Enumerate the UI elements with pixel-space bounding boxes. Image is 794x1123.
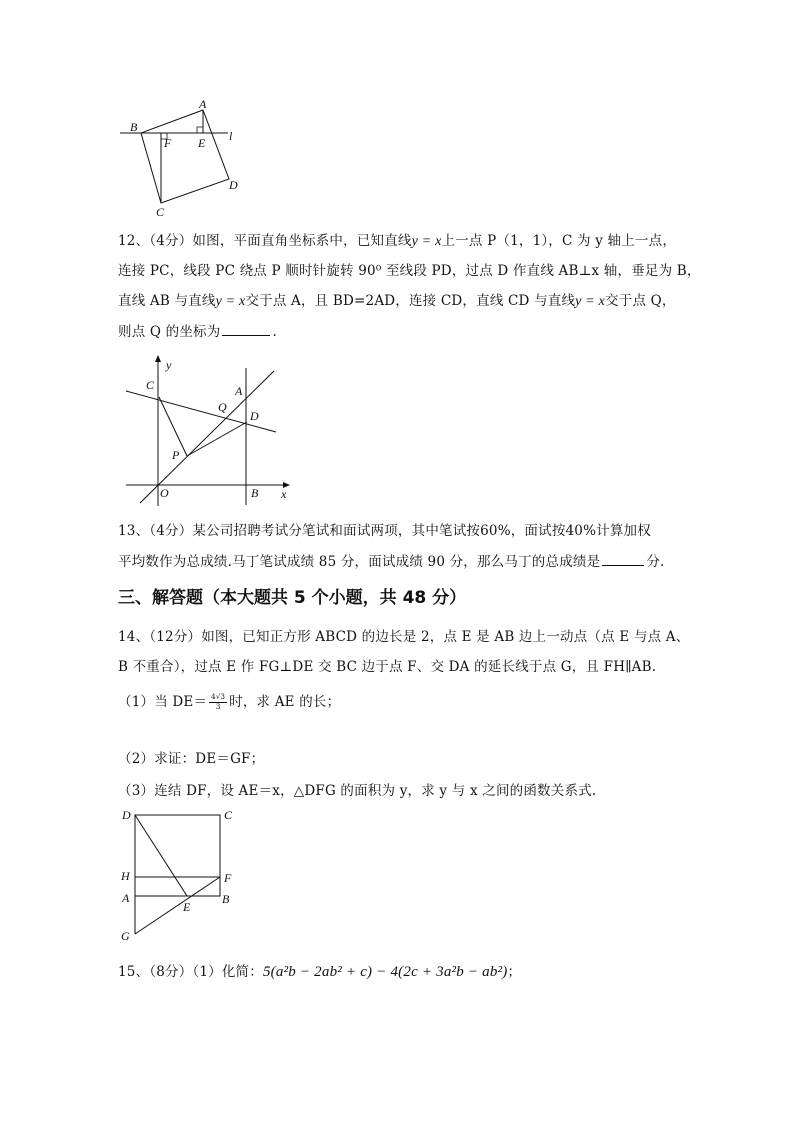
q13-line-1: 13、（4分）某公司招聘考试分笔试和面试两项，其中笔试按60%，面试按40%计算加权	[118, 523, 651, 539]
label-D: D	[250, 409, 259, 423]
q14-part-1	[118, 690, 340, 712]
q12-line-2: 连接 PC，线段 PC 绕点 P 顺时针旋转 90⁰ 至线段 PD，过点 D 作直线 AB⊥x 轴，垂足为 B，	[118, 263, 701, 279]
label-C: C	[156, 205, 165, 219]
equation-y-eq-x: y = x	[215, 294, 246, 309]
label-D: D	[122, 808, 131, 822]
segment-GF	[135, 877, 220, 934]
q12-line-4	[118, 320, 277, 340]
label-F: F	[164, 136, 172, 150]
figure-quadrilateral	[116, 92, 246, 220]
q12-text: 则点 Q 的坐标为	[118, 324, 221, 340]
q14-line-1: 14、（12分）如图，已知正方形 ABCD 的边长是 2，点 E 是 AB 边上一动点（点 E 与点 A、	[118, 629, 690, 645]
segment-DE	[135, 815, 187, 896]
figure-square	[116, 805, 246, 945]
fraction	[209, 693, 227, 712]
q13-text: 平均数作为总成绩.马丁笔试成绩 85 分，面试成绩 90 分，那么马丁的总成绩是	[118, 554, 601, 570]
q13-line-2	[118, 550, 665, 570]
answer-blank[interactable]	[602, 564, 644, 566]
label-A: A	[199, 97, 207, 111]
q12-text: 交于点 A，且 BD=2AD，连接 CD，直线 CD 与直线	[245, 293, 576, 309]
label-x: x	[281, 487, 287, 501]
q15-text: ；	[507, 964, 522, 980]
q13-text: 分.	[646, 554, 665, 570]
square-ABCD	[135, 815, 220, 896]
q14-text: 时，求 AE 的长；	[229, 694, 341, 710]
label-B: B	[251, 486, 259, 500]
q14-part-2: （2）求证：DE＝GF；	[118, 751, 265, 767]
q12-line-3	[118, 289, 676, 310]
q14-text: （1）当 DE＝	[118, 694, 208, 710]
equation-y-eq-x: y = x	[575, 294, 606, 309]
q12-text: 交于点 Q，	[605, 293, 676, 309]
label-Q: Q	[218, 400, 227, 414]
q12-text: .	[272, 324, 277, 340]
label-G: G	[121, 929, 130, 943]
q15-text: 15、（8分）（1）化简：	[118, 964, 263, 980]
section-heading: 三、解答题（本大题共 5 个小题，共 48 分）	[118, 588, 467, 608]
label-C: C	[146, 378, 155, 392]
quadrilateral-ABCD	[141, 110, 229, 203]
label-H: H	[121, 869, 130, 883]
line-y-eq-x	[140, 371, 274, 503]
label-D: D	[229, 178, 238, 192]
label-F: F	[224, 871, 232, 885]
label-O: O	[160, 486, 169, 500]
q12-line-1	[118, 229, 676, 250]
q15-line-1	[118, 960, 521, 981]
label-C: C	[224, 808, 233, 822]
equation-y-eq-x: y = x	[411, 234, 442, 249]
expression: 5(a²b − 2ab² + c) − 4(2c + 3a²b − ab²)	[262, 964, 508, 980]
figure-coordinate-plane	[118, 352, 308, 510]
q12-text: 直线 AB 与直线	[118, 293, 216, 309]
q12-text: 12、（4分）如图，平面直角坐标系中，已知直线	[118, 233, 412, 249]
q14-part-3: （3）连结 DF，设 AE＝x，△DFG 的面积为 y，求 y 与 x 之间的函数关系式.	[118, 783, 597, 799]
label-B: B	[130, 120, 138, 134]
q14-line-2: B 不重合），过点 E 作 FG⊥DE 交 BC 边于点 F、交 DA 的延长线于点 G，且 FH∥AB.	[118, 659, 657, 675]
label-P: P	[172, 448, 180, 462]
fraction-numerator: 4√3	[211, 693, 226, 701]
label-y: y	[166, 358, 172, 372]
label-A: A	[122, 891, 130, 905]
right-angle-E	[197, 127, 203, 133]
fraction-denominator: 3	[215, 703, 221, 711]
y-axis-arrow	[155, 355, 161, 362]
answer-blank[interactable]	[222, 334, 270, 336]
label-E: E	[183, 900, 191, 914]
q12-text: 上一点 P（1，1），C 为 y 轴上一点，	[441, 233, 677, 249]
label-E: E	[198, 136, 206, 150]
label-B: B	[222, 892, 230, 906]
label-l: l	[229, 129, 233, 143]
label-A: A	[235, 384, 243, 398]
